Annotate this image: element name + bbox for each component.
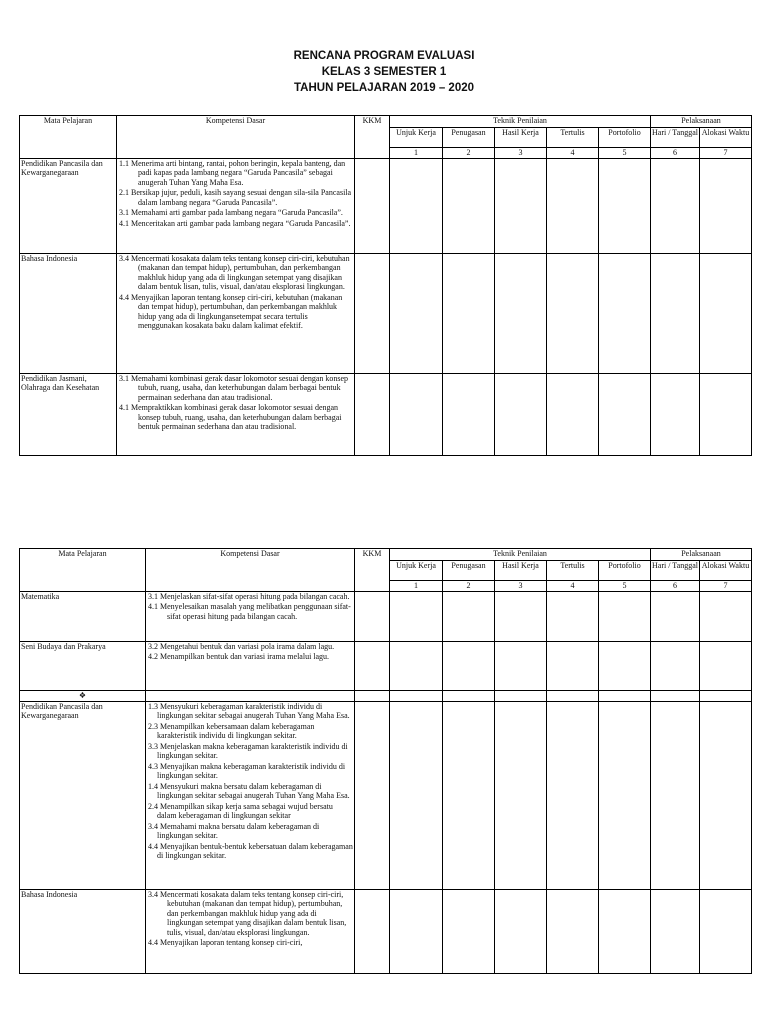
col-header-tertulis: Tertulis [547, 128, 599, 148]
col-number: 4 [547, 581, 599, 592]
col-header-portofolio: Portofolio [599, 128, 651, 148]
col-header-unjuk-kerja: Unjuk Kerja [390, 561, 443, 581]
time-cell [700, 690, 752, 701]
document-class-semester: KELAS 3 SEMESTER 1 [321, 66, 447, 78]
subject-cell: Matematika [20, 591, 146, 641]
col-header-teknik-penilaian: Teknik Penilaian [390, 116, 651, 128]
score-cell [547, 690, 599, 701]
score-cell [390, 701, 443, 889]
kd-item: 4.1 Menceritakan arti gambar pada lambang negara “Garuda Pancasila”. [119, 218, 351, 228]
col-header-mata-pelajaran: Mata Pelajaran [20, 549, 146, 592]
score-cell [443, 701, 495, 889]
col-number: 4 [547, 148, 599, 159]
score-cell [495, 253, 547, 373]
col-number: 7 [700, 148, 752, 159]
kd-item: 3.3 Menjelaskan makna keberagaman karakteristik individu di lingkungan sekitar. [148, 741, 348, 760]
evaluation-table-1 [19, 115, 752, 456]
kd-item: 3.4 Mencermati kosakata dalam teks tentang konsep ciri-ciri, kebutuhan (makanan dan tempat hidup), pertumbuhan, dan perkembangan makhluk hidup yang ada di lingkungan setempat yang disajikan dalam bentuk lisan, tulis, visual, dan/atau eksplorasi lingkungan. [148, 889, 347, 937]
date-cell [651, 591, 700, 641]
kompetensi-dasar-cell [146, 690, 355, 701]
score-cell [599, 158, 651, 253]
kkm-cell [355, 889, 390, 973]
kd-item: 4.2 Menampilkan bentuk dan variasi irama melalui lagu. [148, 652, 330, 661]
col-number: 7 [700, 581, 752, 592]
col-header-teknik-penilaian: Teknik Penilaian [390, 549, 651, 561]
evaluation-table-2 [19, 548, 752, 974]
col-header-alokasi-waktu: Alokasi Waktu [700, 561, 752, 581]
col-header-penugasan: Penugasan [443, 128, 495, 148]
score-cell [599, 690, 651, 701]
score-cell [599, 701, 651, 889]
col-header-pelaksanaan: Pelaksanaan [651, 549, 752, 561]
col-header-pelaksanaan: Pelaksanaan [651, 116, 752, 128]
kkm-cell [355, 253, 390, 373]
score-cell [547, 591, 599, 641]
date-cell [651, 701, 700, 889]
col-header-tertulis: Tertulis [547, 561, 599, 581]
score-cell [495, 591, 547, 641]
subject-cell: Bahasa Indonesia [20, 253, 117, 373]
score-cell [443, 641, 495, 690]
kompetensi-dasar-cell [117, 373, 355, 455]
col-number: 1 [390, 148, 443, 159]
score-cell [443, 690, 495, 701]
score-cell [390, 158, 443, 253]
col-header-mata-pelajaran: Mata Pelajaran [20, 116, 117, 159]
kkm-cell [355, 591, 390, 641]
col-number: 5 [599, 148, 651, 159]
kd-item: 4.4 Menyajikan bentuk-bentuk kebersatuan dalam keberagaman di lingkungan sekitar. [148, 841, 353, 860]
score-cell [495, 641, 547, 690]
col-number: 6 [651, 581, 700, 592]
subject-cell: Seni Budaya dan Prakarya [20, 641, 146, 690]
col-number: 3 [495, 581, 547, 592]
kd-item: 2.3 Menampilkan kebersamaan dalam keberagaman karakteristik individu di lingkungan sekitar. [148, 721, 315, 740]
score-cell [495, 690, 547, 701]
score-cell [390, 253, 443, 373]
kompetensi-dasar-cell [146, 701, 355, 889]
kompetensi-dasar-cell [146, 641, 355, 690]
time-cell [700, 641, 752, 690]
date-cell [651, 253, 700, 373]
col-header-hari-tanggal: Hari / Tanggal [651, 128, 700, 148]
score-cell [443, 373, 495, 455]
table-row [20, 253, 752, 373]
date-cell [651, 158, 700, 253]
table-row [20, 889, 752, 973]
kd-item: 3.1 Menjelaskan sifat-sifat operasi hitung pada bilangan cacah. [148, 591, 350, 601]
table-row [20, 373, 752, 455]
time-cell [700, 701, 752, 889]
kd-item: 1.1 Menerima arti bintang, rantai, pohon beringin, kepala banteng, dan padi kapas pada lambang negara “Garuda Pancasila” sebagai anugerah Tuhan Yang Maha Esa. [119, 158, 346, 187]
subject-cell: Pendidikan Pancasila dan Kewarganegaraan [20, 158, 117, 253]
score-cell [547, 158, 599, 253]
table-row [20, 701, 752, 889]
kompetensi-dasar-cell [146, 889, 355, 973]
score-cell [495, 701, 547, 889]
score-cell [599, 591, 651, 641]
kompetensi-dasar-cell [117, 158, 355, 253]
col-header-kkm: KKM [355, 549, 390, 592]
kd-item: 1.4 Mensyukuri makna bersatu dalam keberagaman di lingkungan sekitar sebagai anugerah Tuhan Yang Maha Esa. [148, 781, 350, 800]
score-cell [443, 158, 495, 253]
subject-cell: Pendidikan Pancasila dan Kewarganegaraan [20, 701, 146, 889]
col-number: 2 [443, 581, 495, 592]
time-cell [700, 591, 752, 641]
kd-item: 4.4 Menyajikan laporan tentang konsep ciri-ciri, [148, 938, 303, 947]
kkm-cell [355, 690, 390, 701]
date-cell [651, 690, 700, 701]
score-cell [599, 641, 651, 690]
col-header-kompetensi-dasar: Kompetensi Dasar [117, 116, 355, 159]
subject-cell: Bahasa Indonesia [20, 889, 146, 973]
score-cell [495, 158, 547, 253]
score-cell [599, 373, 651, 455]
score-cell [390, 641, 443, 690]
table-row [20, 158, 752, 253]
col-header-alokasi-waktu: Alokasi Waktu [700, 128, 752, 148]
kd-item: 4.1 Menyelesaikan masalah yang melibatkan penggunaan sifat-sifat operasi hitung pada bilangan cacah. [148, 602, 351, 621]
kd-item: 2.1 Bersikap jujur, peduli, kasih sayang sesuai dengan sila-sila Pancasila dalam lambang negara “Garuda Pancasila”. [119, 188, 352, 207]
time-cell [700, 253, 752, 373]
table-row [20, 641, 752, 690]
col-header-unjuk-kerja: Unjuk Kerja [390, 128, 443, 148]
time-cell [700, 889, 752, 973]
score-cell [390, 690, 443, 701]
date-cell [651, 373, 700, 455]
score-cell [599, 889, 651, 973]
time-cell [700, 158, 752, 253]
kd-item: 3.4 Mencermati kosakata dalam teks tentang konsep ciri-ciri, kebutuhan (makanan dan tempat hidup), pertumbuhan, dan perkembangan makhluk hidup yang ada di lingkungan setempat yang disajikan dalam bentuk lisan, tulis, visual, dan/atau eksplorasi lingkungan. [119, 253, 350, 291]
col-header-kkm: KKM [355, 116, 390, 159]
score-cell [547, 889, 599, 973]
kd-item: 1.3 Mensyukuri keberagaman karakteristik individu di lingkungan sekitar sebagai anugerah Tuhan Yang Maha Esa. [148, 701, 350, 720]
score-cell [390, 591, 443, 641]
kd-item: 4.4 Menyajikan laporan tentang konsep ciri-ciri, kebutuhan (makanan dan tempat hidup), pertumbuhan, dan perkembangan makhluk hidup yang ada di lingkungansetempat secara tertulis menggunakan kosakata baku dalam kalimat efektif. [119, 292, 343, 330]
kkm-cell [355, 373, 390, 455]
kd-item: 4.3 Menyajikan makna keberagaman karakteristik individu di lingkungan sekitar. [148, 761, 346, 780]
time-cell [700, 373, 752, 455]
col-number: 6 [651, 148, 700, 159]
kd-item: 2.4 Menampilkan sikap kerja sama sebagai wujud bersatu dalam keberagaman di lingkungan sekitar [148, 801, 333, 820]
subject-cell: Pendidikan Jasmani, Olahraga dan Kesehatan [20, 373, 117, 455]
kompetensi-dasar-cell [146, 591, 355, 641]
bullet-mark: ❖ [20, 690, 146, 701]
date-cell [651, 641, 700, 690]
kd-item: 3.1 Memahami arti gambar pada lambang negara “Garuda Pancasila”. [119, 208, 343, 217]
col-number: 2 [443, 148, 495, 159]
table-row [20, 690, 752, 701]
col-number: 1 [390, 581, 443, 592]
score-cell [547, 373, 599, 455]
score-cell [495, 373, 547, 455]
kd-item: 4.1 Mempraktikkan kombinasi gerak dasar lokomotor sesuai dengan konsep tubuh, ruang, usaha, dan keterhubungan dalam berbagai bentuk permainan sederhana dan atau tradisional. [119, 403, 342, 431]
kd-item: 3.1 Memahami kombinasi gerak dasar lokomotor sesuai dengan konsep tubuh, ruang, usaha, dan keterhubungan dalam berbagai bentuk permainan sederhana dan atau tradisional. [119, 373, 349, 402]
col-number: 3 [495, 148, 547, 159]
score-cell [443, 591, 495, 641]
score-cell [547, 253, 599, 373]
document-title: RENCANA PROGRAM EVALUASI [293, 50, 475, 62]
col-header-portofolio: Portofolio [599, 561, 651, 581]
col-header-hasil-kerja: Hasil Kerja [495, 561, 547, 581]
kd-item: 3.4 Memahami makna bersatu dalam keberagaman di lingkungan sekitar. [148, 821, 320, 840]
score-cell [443, 889, 495, 973]
score-cell [495, 889, 547, 973]
score-cell [443, 253, 495, 373]
col-header-penugasan: Penugasan [443, 561, 495, 581]
table-row [20, 591, 752, 641]
col-header-kompetensi-dasar: Kompetensi Dasar [146, 549, 355, 592]
col-header-hasil-kerja: Hasil Kerja [495, 128, 547, 148]
kkm-cell [355, 641, 390, 690]
score-cell [547, 641, 599, 690]
document-school-year: TAHUN PELAJARAN 2019 – 2020 [293, 82, 475, 94]
col-number: 5 [599, 581, 651, 592]
score-cell [390, 889, 443, 973]
score-cell [390, 373, 443, 455]
kkm-cell [355, 701, 390, 889]
score-cell [599, 253, 651, 373]
kkm-cell [355, 158, 390, 253]
date-cell [651, 889, 700, 973]
kompetensi-dasar-cell [117, 253, 355, 373]
kd-item: 3.2 Mengetahui bentuk dan variasi pola irama dalam lagu. [148, 641, 335, 651]
col-header-hari-tanggal: Hari / Tanggal [651, 561, 700, 581]
score-cell [547, 701, 599, 889]
